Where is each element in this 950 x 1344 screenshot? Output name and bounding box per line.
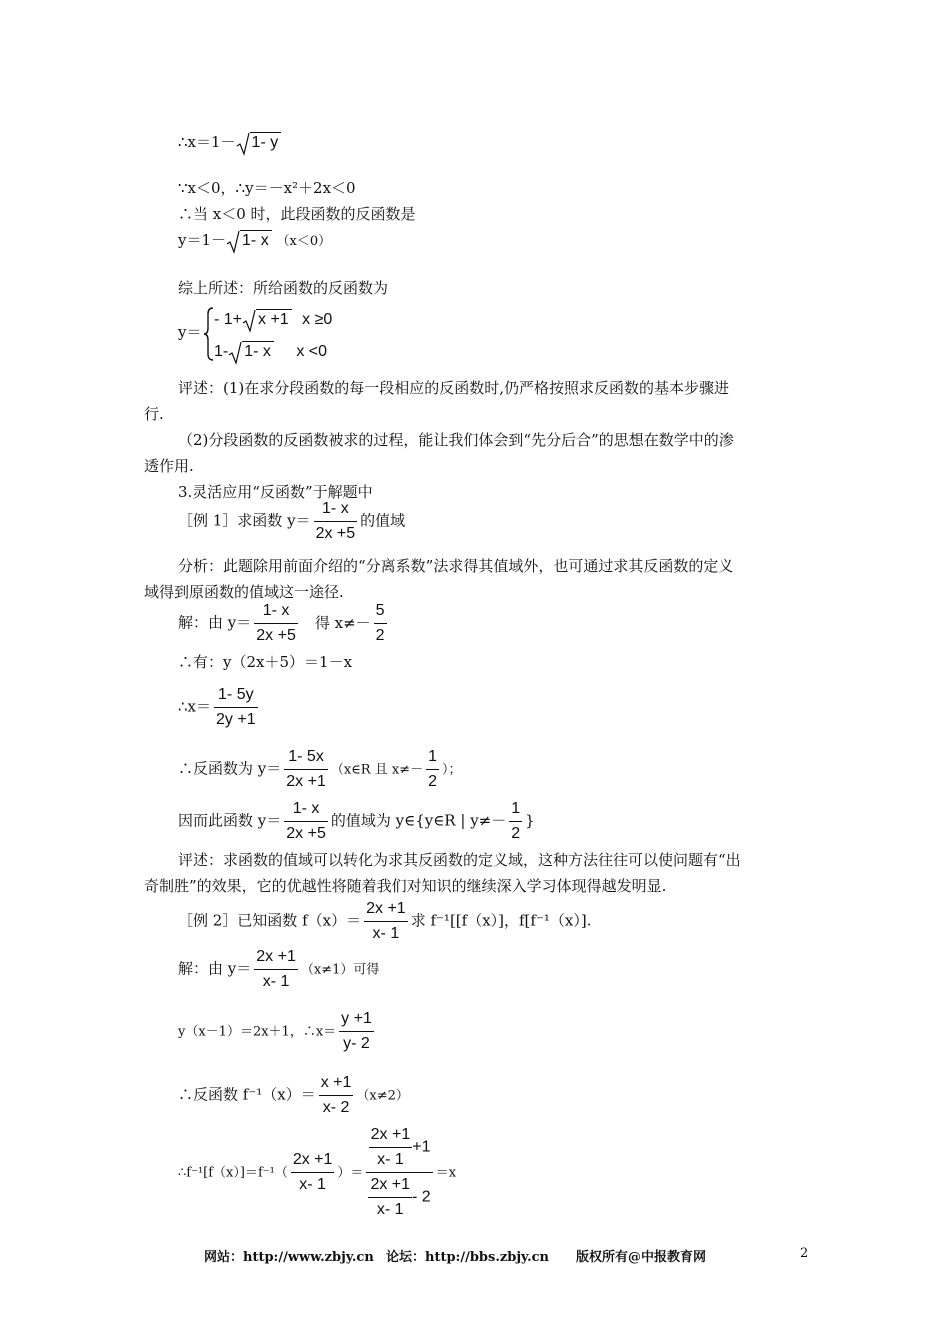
analysis-line: 域得到原函数的值域这一途径. xyxy=(144,583,344,601)
text: ）； xyxy=(441,762,462,778)
text: ∴x＝ xyxy=(178,697,212,716)
text: （x≠2） xyxy=(356,1088,409,1104)
text: ∴反函数为 y＝ xyxy=(178,759,282,778)
text: ∴x＝1－ xyxy=(178,133,236,151)
solution-2-line xyxy=(178,948,379,991)
comment-line: 透作用. xyxy=(144,457,194,475)
text: 1- xyxy=(214,343,229,360)
denominator: x- 1 xyxy=(262,973,290,990)
fraction xyxy=(284,800,328,843)
analysis-line: 分析：此题除用前面介绍的“分离系数”法求得其值域外，也可通过求其反函数的定义 xyxy=(178,557,734,575)
inverse-function-line xyxy=(178,748,462,791)
condition: x ≥0 xyxy=(302,311,333,328)
fraction xyxy=(314,500,358,543)
numerator: 1- 5y xyxy=(214,686,258,708)
numerator: 2x +1 xyxy=(368,1176,412,1198)
footer-forum: 论坛：http://bbs.zbjy.cn xyxy=(386,1250,550,1265)
text: （x＜0） xyxy=(276,234,332,249)
text: 得 x≠－ xyxy=(314,613,371,632)
section-heading: 3.灵活应用“反函数”于解题中 xyxy=(178,483,373,501)
composition-line xyxy=(178,1126,456,1219)
piecewise-row-2 xyxy=(214,342,327,362)
numerator: 1- x xyxy=(254,602,298,624)
inverse-f-line xyxy=(178,1074,409,1117)
radicand: 1- x xyxy=(242,341,274,360)
text: ［例 1］求函数 y＝ xyxy=(178,511,311,530)
text: ∴f⁻¹[f（x）]＝f⁻¹（ xyxy=(178,1165,288,1181)
sqrt-expr xyxy=(228,342,274,362)
numerator: x +1 xyxy=(319,1074,354,1096)
text-line: ∴当 x＜0 时，此段函数的反函数是 xyxy=(178,205,416,223)
page-number: 2 xyxy=(800,1246,809,1261)
numerator: 2x +1 xyxy=(364,900,408,922)
text: 的值域为 y∈{y∈R | y≠－ xyxy=(330,811,507,830)
text: 的值域 xyxy=(360,511,406,530)
text: 因而此函数 y＝ xyxy=(178,811,282,830)
text: ＝x xyxy=(435,1165,457,1181)
text: （x∈R 且 x≠－ xyxy=(330,762,424,778)
comment-line: （2)分段函数的反函数被求的过程，能让我们体会到“先分后合”的思想在数学中的渗 xyxy=(178,431,734,449)
text-line: ∴有：y（2x＋5）＝1－x xyxy=(178,653,353,671)
text: ∴反函数 f⁻¹（x）＝ xyxy=(178,1085,316,1104)
numerator: 1- x xyxy=(284,800,328,822)
denominator: 2y +1 xyxy=(216,711,256,728)
fraction xyxy=(339,1010,374,1053)
fraction xyxy=(291,1151,335,1194)
fraction xyxy=(374,602,387,645)
numerator: 2x +1 xyxy=(369,1126,413,1148)
solution-1-line xyxy=(178,602,390,645)
text: y＝1－ xyxy=(178,231,227,249)
denominator: x- 2 xyxy=(322,1099,350,1116)
range-line xyxy=(178,800,535,843)
comment-line: 评述：求函数的值域可以转化为求其反函数的定义域，这种方法往往可以使问题有“出 xyxy=(178,851,741,869)
fraction xyxy=(426,748,439,791)
denominator: x- 1 xyxy=(377,1151,404,1168)
numerator: 1- x xyxy=(314,500,358,522)
fraction xyxy=(284,748,328,791)
inverse-x-line xyxy=(178,132,281,153)
denominator: 2x +5 xyxy=(256,627,296,644)
denominator: 2 xyxy=(375,627,385,644)
numerator: 1 xyxy=(426,748,439,770)
radicand: 1- x xyxy=(240,230,272,249)
denominator: 2x +5 xyxy=(315,525,356,542)
footer-site: 网站：http://www.zbjy.cn xyxy=(204,1250,374,1265)
numerator: 2x +1 xyxy=(254,948,298,970)
text: - 1+ xyxy=(214,311,243,328)
footer-copyright: 版权所有@中报教育网 xyxy=(576,1250,707,1265)
denominator: 2 xyxy=(428,773,437,790)
numerator: y +1 xyxy=(339,1010,374,1032)
denominator: y- 2 xyxy=(343,1035,370,1052)
text-line: ∵x＜0，∴y＝－x²＋2x＜0 xyxy=(178,179,356,197)
compound-numerator xyxy=(366,1126,432,1173)
text-line: 综上所述：所给函数的反函数为 xyxy=(178,279,389,297)
denominator: x- 1 xyxy=(299,1176,326,1193)
sqrt-expr xyxy=(226,231,272,251)
condition: x <0 xyxy=(296,343,328,360)
text: y（x－1）＝2x＋1，∴x＝ xyxy=(178,1024,337,1040)
radicand: 1- y xyxy=(250,132,282,151)
fraction xyxy=(254,948,298,991)
denominator: x- 1 xyxy=(376,1201,404,1218)
text: 解：由 y＝ xyxy=(178,613,252,632)
denominator: x- 1 xyxy=(372,925,400,942)
comment-line: 行. xyxy=(144,405,164,423)
fraction xyxy=(254,602,298,645)
numerator: 1 xyxy=(509,800,522,822)
inverse-branch-line xyxy=(178,230,331,252)
denominator: 2x +5 xyxy=(286,825,326,842)
numerator: 2x +1 xyxy=(291,1151,335,1173)
text: 求 f⁻¹[[f（x）]，f[f⁻¹（x）]. xyxy=(410,911,592,930)
fraction xyxy=(369,1126,413,1169)
piecewise-row-1 xyxy=(214,310,332,330)
piecewise-label: y＝ xyxy=(178,323,202,341)
text: ）＝ xyxy=(337,1165,364,1181)
denominator: 2 xyxy=(511,825,521,842)
compound-fraction xyxy=(366,1126,432,1219)
numerator: 1- 5x xyxy=(284,748,328,770)
fraction xyxy=(319,1074,354,1117)
example-1-statement xyxy=(178,500,405,543)
text: （x≠1）可得 xyxy=(300,962,380,978)
fraction xyxy=(214,686,258,729)
compound-denominator xyxy=(366,1173,432,1219)
x-expression xyxy=(178,686,261,729)
comment-line: 奇制胜”的效果，它的优越性将随着我们对知识的继续深入学习体现得越发明显. xyxy=(144,877,667,895)
denominator: 2x +1 xyxy=(286,773,326,790)
comment-line: 评述：(1)在求分段函数的每一段相应的反函数时,仍严格按照求反函数的基本步骤进 xyxy=(178,379,730,397)
example-2-statement xyxy=(178,900,591,943)
text: 解：由 y＝ xyxy=(178,959,252,978)
addend: +1 xyxy=(412,1138,431,1156)
fraction xyxy=(368,1176,412,1219)
fraction xyxy=(509,800,522,843)
x-solve-line xyxy=(178,1010,377,1053)
fraction xyxy=(364,900,408,943)
sqrt-expr xyxy=(242,310,292,330)
numerator: 5 xyxy=(374,602,387,624)
text: ［例 2］已知函数 f（x）＝ xyxy=(178,911,362,930)
sqrt-expr xyxy=(236,133,282,153)
radicand: x +1 xyxy=(256,309,292,328)
text: } xyxy=(525,811,535,830)
addend: - 2 xyxy=(412,1188,431,1206)
